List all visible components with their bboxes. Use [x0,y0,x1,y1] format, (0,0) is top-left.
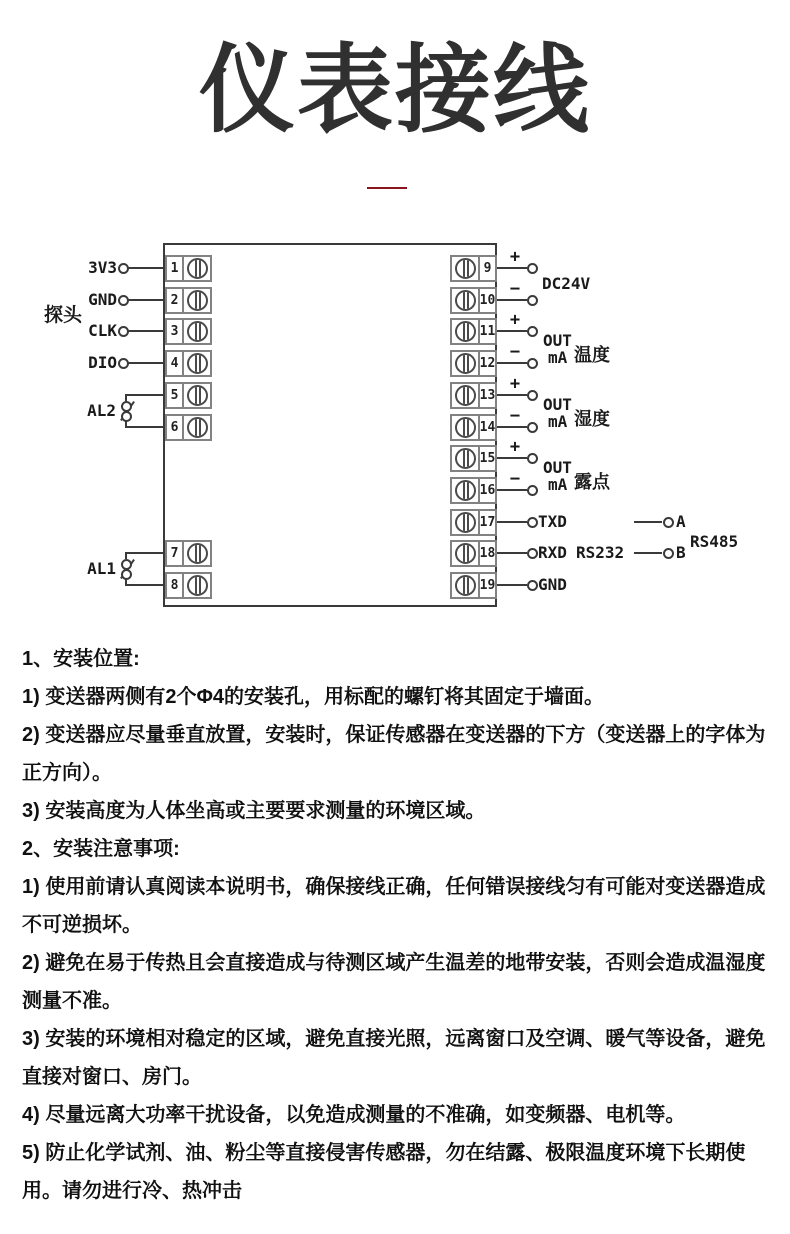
polarity-sign: + [509,374,521,394]
wire-node [118,326,129,337]
terminal-number: 19 [478,574,495,597]
output-label: OUT [543,331,572,350]
probe-label: 探头 [44,305,83,326]
wire-node [527,548,538,559]
output-unit: mA [548,475,568,494]
terminal-block [450,255,497,282]
output-name: 湿度 [574,409,610,429]
wire-node [527,485,538,496]
terminal-block [165,572,212,599]
wire [128,330,165,332]
screw-terminal-icon [455,575,476,596]
polarity-sign: − [509,342,521,362]
wire [497,330,527,332]
screw-terminal-icon [187,385,208,406]
instruction-item: 3) 安装的环境相对稳定的区域，避免直接光照，远离窗口及空调、暖气等设备，避免直接对窗口、房门。 [22,1028,766,1088]
wire [127,394,165,396]
output-name: 温度 [574,345,610,365]
pin-label: 3V3 [88,258,117,277]
rs485-label: RS485 [690,532,739,551]
wire [497,584,527,586]
wire [497,267,527,269]
terminal-block [450,414,497,441]
instruction-item: 1) 变送器两侧有2个Φ4的安装孔，用标配的螺钉将其固定于墙面。 [22,686,605,708]
wire-node [118,263,129,274]
screw-terminal-icon [455,480,476,501]
wire-node [527,422,538,433]
wire [497,521,527,523]
wire-node [118,358,129,369]
wire-node [527,358,538,369]
terminal-block [165,255,212,282]
terminal-block [450,287,497,314]
screw-terminal-icon [455,543,476,564]
terminal-number: 13 [478,384,495,407]
screw-terminal-icon [187,575,208,596]
terminal-number: 14 [478,416,495,439]
wire-node [663,517,674,528]
terminal-block [450,318,497,345]
instruction-item: 5) 防止化学试剂、油、粉尘等直接侵害传感器，勿在结露、极限温度环境下长期使用。请勿进行冷、热冲击 [22,1142,746,1202]
screw-terminal-icon [455,321,476,342]
screw-terminal-icon [187,543,208,564]
wire [128,362,165,364]
pin-label: GND [88,290,117,309]
rs485-line-label: A [676,512,686,531]
terminal-number: 4 [167,352,184,375]
wire-node [527,517,538,528]
switch-contact [121,569,132,580]
terminal-number: 5 [167,384,184,407]
terminal-block [165,318,212,345]
output-unit: mA [548,412,568,431]
terminal-number: 9 [478,257,495,280]
screw-terminal-icon [187,353,208,374]
output-unit: mA [548,348,568,367]
instructions [22,640,770,1210]
terminal-block [450,477,497,504]
terminal-block [450,445,497,472]
wire [634,521,662,523]
terminal-block [165,287,212,314]
instruction-item: 2) 避免在易于传热且会直接造成与待测区域产生温差的地带安装，否则会造成温湿度测量不准。 [22,952,766,1012]
terminal-number: 3 [167,320,184,343]
wire-node [663,548,674,559]
wire [125,421,127,428]
terminal-number: 18 [478,542,495,565]
wire [497,489,527,491]
wire [634,552,662,554]
screw-terminal-icon [187,258,208,279]
wire-node [527,263,538,274]
wire-node [527,453,538,464]
output-label: OUT [543,395,572,414]
terminal-number: 12 [478,352,495,375]
terminal-block [450,572,497,599]
wire [127,584,165,586]
rs485-line-label: B [676,543,686,562]
screw-terminal-icon [455,512,476,533]
power-label: DC24V [542,274,591,293]
terminal-number: 8 [167,574,184,597]
output-name: 露点 [574,472,610,492]
terminal-number: 15 [478,447,495,470]
wire [128,267,165,269]
instruction-item: 3) 安装高度为人体坐高或主要要求测量的环境区域。 [22,800,486,822]
terminal-block [450,509,497,536]
screw-terminal-icon [187,321,208,342]
wire [497,362,527,364]
page-title: 仪表接线 [199,37,591,144]
screw-terminal-icon [455,448,476,469]
polarity-sign: + [509,247,521,267]
terminal-block [450,540,497,567]
terminal-block [165,350,212,377]
screw-terminal-icon [455,385,476,406]
alarm-label: AL2 [87,401,116,420]
alarm-label: AL1 [87,559,116,578]
terminal-number: 17 [478,511,495,534]
output-label: OUT [543,458,572,477]
pin-label: DIO [88,353,117,372]
terminal-block [165,414,212,441]
polarity-sign: − [509,279,521,299]
terminal-block [165,540,212,567]
pin-label: CLK [88,321,117,340]
terminal-block [165,382,212,409]
terminal-number: 11 [478,320,495,343]
wire-node [118,295,129,306]
wire [128,299,165,301]
wire [497,457,527,459]
terminal-number: 10 [478,289,495,312]
device-outline [163,243,497,607]
terminal-block [450,350,497,377]
wire [125,552,127,559]
instruction-item: 4) 尽量远离大功率干扰设备，以免造成测量的不准确，如变频器、电机等。 [22,1104,686,1126]
screw-terminal-icon [187,417,208,438]
terminal-number: 1 [167,257,184,280]
wire [497,299,527,301]
polarity-sign: − [509,406,521,426]
instruction-item: 2) 变送器应尽量垂直放置，安装时，保证传感器在变送器的下方（变送器上的字体为正方向）。 [22,724,766,784]
screw-terminal-icon [455,353,476,374]
section-heading: 1、安装位置: [22,648,140,670]
rs232-label: RS232 [576,543,625,562]
screw-terminal-icon [187,290,208,311]
wire [497,426,527,428]
wire [497,552,527,554]
terminal-number: 7 [167,542,184,565]
screw-terminal-icon [455,417,476,438]
rxd-label: RXD [538,543,567,562]
txd-label: TXD [538,512,567,531]
wire [127,552,165,554]
polarity-sign: + [509,437,521,457]
terminal-number: 16 [478,479,495,502]
polarity-sign: + [509,310,521,330]
gnd-label: GND [538,575,567,594]
wire-node [527,326,538,337]
wire-node [527,580,538,591]
terminal-number: 2 [167,289,184,312]
screw-terminal-icon [455,290,476,311]
instruction-item: 1) 使用前请认真阅读本说明书，确保接线正确，任何错误接线匀有可能对变送器造成不可逆损坏。 [22,876,766,936]
wire [127,426,165,428]
wire [497,394,527,396]
wire [125,579,127,586]
polarity-sign: − [509,469,521,489]
screw-terminal-icon [455,258,476,279]
wire-node [527,295,538,306]
terminal-number: 6 [167,416,184,439]
wire [125,394,127,401]
wire-node [527,390,538,401]
section-heading: 2、安装注意事项: [22,838,180,860]
switch-contact [121,411,132,422]
terminal-block [450,382,497,409]
